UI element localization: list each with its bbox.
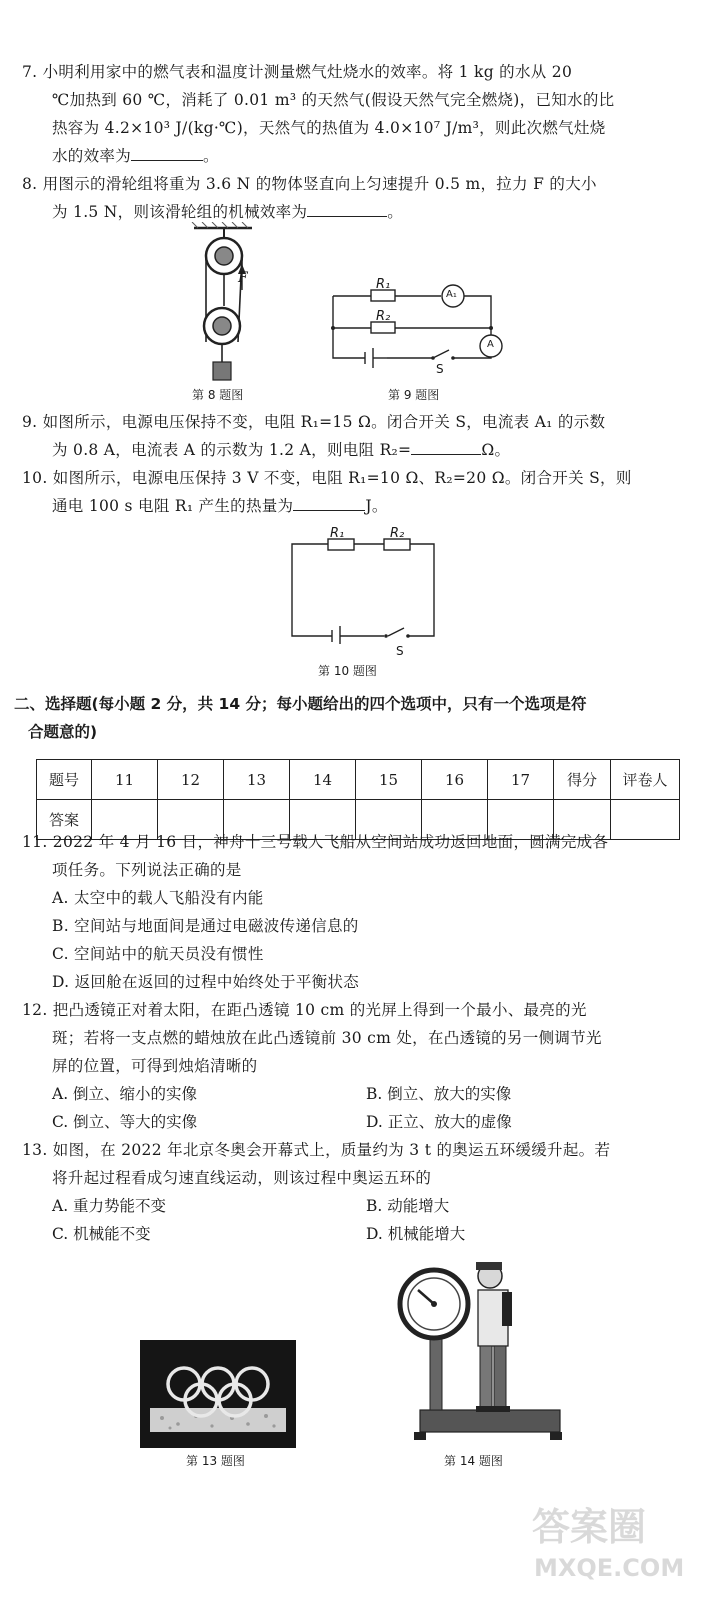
q7-line4-end: 。: [203, 147, 219, 165]
fig10-r1-label: R₁: [330, 526, 345, 541]
q9-line2: [22, 436, 694, 464]
q13-option-d[interactable]: D. 机械能增大: [366, 1225, 466, 1243]
q10-line2: [22, 492, 694, 520]
q12-line1: 12. 把凸透镜正对着太阳，在距凸透镜 10 cm 的光屏上得到一个最小、最亮的光: [22, 1001, 587, 1019]
q12-option-b[interactable]: B. 倒立、放大的实像: [366, 1085, 512, 1103]
q9-answer-blank[interactable]: [411, 438, 481, 455]
table-header-cell: 11: [92, 760, 158, 800]
q11-option-b[interactable]: B. 空间站与地面间是通过电磁波传递信息的: [52, 917, 359, 935]
table-header-cell: 得分: [554, 760, 611, 800]
q13-line1: 13. 如图，在 2022 年北京冬奥会开幕式上，质量约为 3 t 的奥运五环缓缓升起。若: [22, 1141, 611, 1159]
q10-line1: 10. 如图所示，电源电压保持 3 V 不变，电阻 R₁=10 Ω、R₂=20 Ω。闭合开关 S，则: [22, 469, 632, 487]
fig10-r2-label: R₂: [390, 526, 405, 541]
circuit-diagram-10: [288, 532, 438, 644]
q11-option-a[interactable]: A. 太空中的载人飞船没有内能: [52, 889, 264, 907]
q12-line3: 屏的位置，可得到烛焰清晰的: [52, 1057, 258, 1075]
q10-line2-end: J。: [365, 497, 388, 515]
q9-line1: 9. 如图所示，电源电压保持不变，电阻 R₁=15 Ω。闭合开关 S，电流表 A₁ 的示数: [22, 413, 606, 431]
table-header-cell: 12: [158, 760, 224, 800]
ammeter-a-label: A: [487, 339, 494, 350]
olympic-rings-photo: [140, 1340, 296, 1448]
fig8-caption: 第 8 题图: [192, 388, 244, 402]
q10-line2-text: 通电 100 s 电阻 R₁ 产生的热量为: [52, 497, 294, 515]
q12-option-c[interactable]: C. 倒立、等大的实像: [52, 1113, 198, 1131]
q10-answer-blank[interactable]: [293, 494, 365, 511]
watermark-logo: [530, 1496, 700, 1586]
question-8: [22, 170, 694, 226]
question-11: [22, 828, 694, 996]
q11-line2: 项任务。下列说法正确的是: [52, 861, 242, 879]
svg-text:MXQE.COM: MXQE.COM: [534, 1554, 685, 1582]
fig10-caption: 第 10 题图: [318, 664, 377, 678]
scale-person-illustration: [390, 1250, 568, 1448]
fig13-caption: 第 13 题图: [186, 1454, 245, 1468]
question-9: [22, 408, 694, 464]
q8-line2-end: 。: [387, 203, 404, 221]
q13-option-c[interactable]: C. 机械能不变: [52, 1225, 151, 1243]
fig14-caption: 第 14 题图: [444, 1454, 503, 1468]
section-2-line1: 二、选择题(每小题 2 分，共 14 分；每小题给出的四个选项中，只有一个选项是符: [14, 695, 587, 713]
q8-line1: 8. 用图示的滑轮组将重为 3.6 N 的物体竖直向上匀速提升 0.5 m，拉力 F 的大小: [22, 175, 597, 193]
force-label: F: [238, 270, 248, 286]
fig9-r2-label: R₂: [376, 309, 391, 324]
q11-option-c[interactable]: C. 空间站中的航天员没有惯性: [52, 945, 264, 963]
ammeter-a1-label: A₁: [446, 289, 457, 300]
q7-line4: [22, 142, 694, 170]
table-header-row: [37, 760, 680, 800]
pulley-diagram: [180, 222, 270, 387]
q8-answer-blank[interactable]: [307, 200, 387, 217]
table-header-cell: 13: [224, 760, 290, 800]
q9-line2-text: 为 0.8 A，电流表 A 的示数为 1.2 A，则电阻 R₂=: [52, 441, 412, 459]
question-7: [22, 58, 694, 170]
section-2-line2: 合题意的): [28, 723, 98, 741]
table-header-cell: 15: [356, 760, 422, 800]
question-12: [22, 996, 694, 1080]
question-13: [22, 1136, 694, 1192]
table-header-cell: 题号: [37, 760, 92, 800]
circuit-diagram-9: [325, 272, 515, 382]
fig9-r1-label: R₁: [376, 277, 391, 292]
q7-line3: 热容为 4.2×10³ J/(kg·℃)，天然气的热值为 4.0×10⁷ J/m³，则此次燃气灶烧: [52, 119, 606, 137]
q9-line2-end: Ω。: [481, 441, 511, 459]
table-header-cell: 16: [422, 760, 488, 800]
q13-option-a[interactable]: A. 重力势能不变: [52, 1197, 167, 1215]
q7-line2: ℃加热到 60 ℃，消耗了 0.01 m³ 的天然气(假设天然气完全燃烧)，已知水的比: [52, 91, 615, 109]
question-10: [22, 464, 694, 520]
fig10-switch-label: S: [396, 644, 404, 658]
svg-text:答案圈: 答案圈: [532, 1505, 647, 1549]
q13-line2: 将升起过程看成匀速直线运动，则该过程中奥运五环的: [52, 1169, 432, 1187]
section-2-heading: [14, 690, 587, 746]
table-header-cell: 14: [290, 760, 356, 800]
table-header-cell: 评卷人: [611, 760, 680, 800]
q11-option-d[interactable]: D. 返回舱在返回的过程中始终处于平衡状态: [52, 973, 360, 991]
table-row-label: 答案: [37, 800, 92, 840]
table-header-cell: 17: [488, 760, 554, 800]
q12-option-a[interactable]: A. 倒立、缩小的实像: [52, 1085, 198, 1103]
q11-line1: 11. 2022 年 4 月 16 日，神舟十三号载人飞船从空间站成功返回地面，圆满完成各: [22, 833, 609, 851]
fig9-switch-label: S: [436, 362, 444, 376]
q8-line2: [22, 198, 694, 226]
q7-line1: 7. 小明利用家中的燃气表和温度计测量燃气灶烧水的效率。将 1 kg 的水从 20: [22, 63, 573, 81]
q7-line4-text: 水的效率为: [52, 147, 132, 165]
q7-answer-blank[interactable]: [131, 144, 203, 161]
q8-line2-text: 为 1.5 N，则该滑轮组的机械效率为: [52, 203, 308, 221]
fig9-caption: 第 9 题图: [388, 388, 440, 402]
q13-option-b[interactable]: B. 动能增大: [366, 1197, 450, 1215]
q12-option-d[interactable]: D. 正立、放大的虚像: [366, 1113, 512, 1131]
q12-line2: 斑；若将一支点燃的蜡烛放在此凸透镜前 30 cm 处，在凸透镜的另一侧调节光: [52, 1029, 602, 1047]
